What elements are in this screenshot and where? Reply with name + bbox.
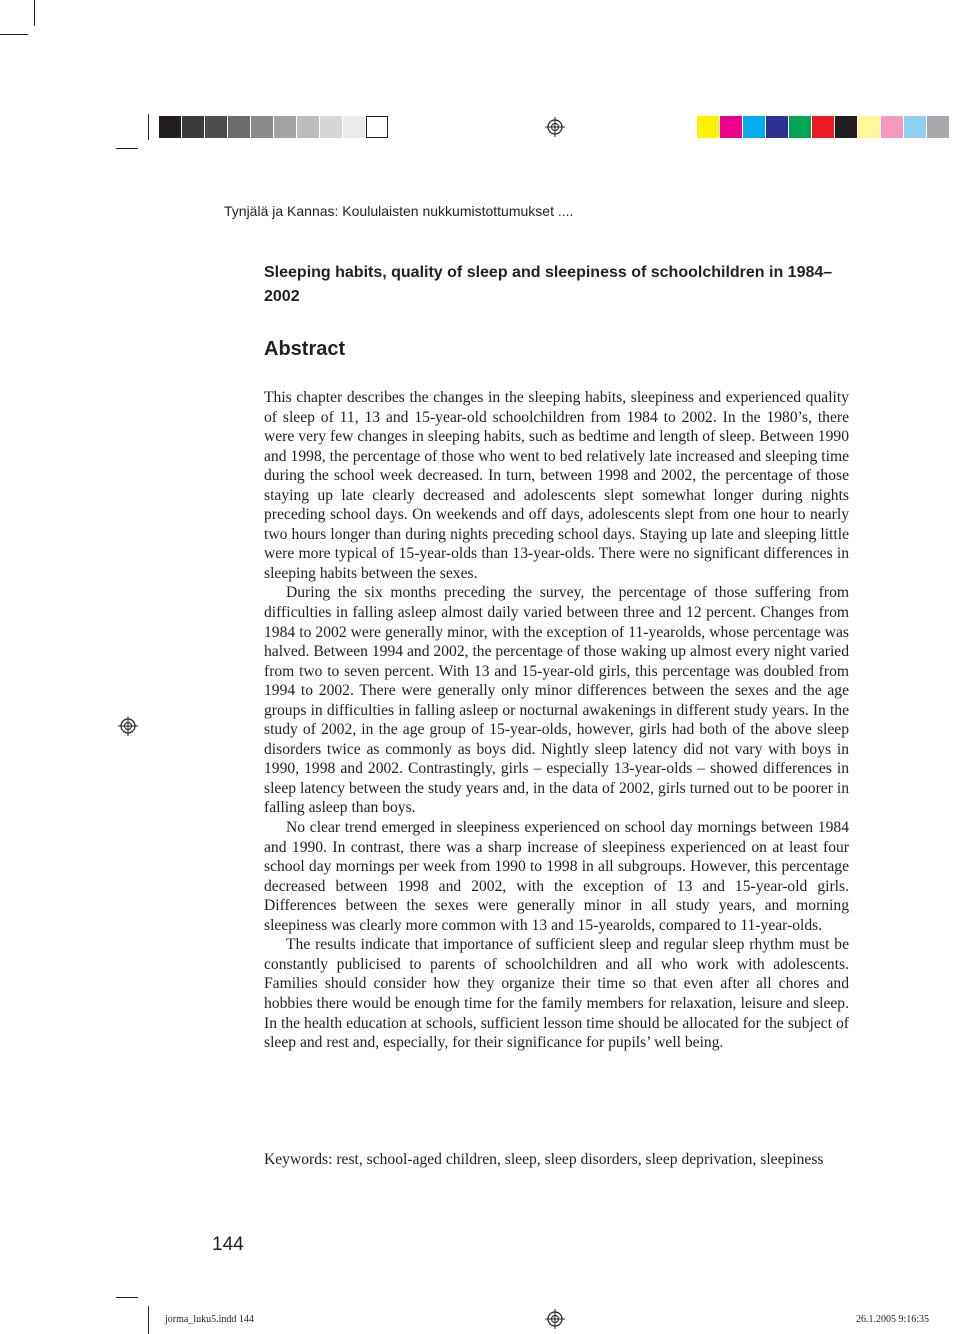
- abstract-heading: Abstract: [264, 338, 346, 360]
- gray-swatch: [251, 116, 273, 138]
- color-swatch: [743, 116, 765, 138]
- crop-mark-bottom-left-vertical: [148, 1306, 149, 1334]
- grayscale-calibration-bar: [159, 116, 389, 138]
- color-swatch: [881, 116, 903, 138]
- color-calibration-bar: [697, 116, 950, 138]
- color-swatch: [789, 116, 811, 138]
- color-swatch: [835, 116, 857, 138]
- color-swatch: [766, 116, 788, 138]
- color-swatch: [904, 116, 926, 138]
- crop-mark-upper-left-vertical: [148, 114, 149, 140]
- color-swatch: [858, 116, 880, 138]
- registration-mark-icon: [118, 716, 138, 736]
- color-swatch: [812, 116, 834, 138]
- slug-timestamp: 26.1.2005 9:16:35: [856, 1314, 930, 1325]
- gray-swatch: [159, 116, 181, 138]
- crop-mark-bottom-left-horizontal: [116, 1297, 138, 1298]
- gray-swatch: [182, 116, 204, 138]
- gray-swatch: [320, 116, 342, 138]
- gray-swatch: [205, 116, 227, 138]
- gray-swatch: [343, 116, 365, 138]
- abstract-body: [264, 388, 849, 1053]
- crop-mark-top-left-horizontal: [0, 34, 28, 35]
- page-number: 144: [212, 1234, 244, 1255]
- gray-swatch: [366, 116, 388, 138]
- gray-swatch: [274, 116, 296, 138]
- abstract-paragraph: This chapter describes the changes in the sleeping habits, sleepiness and experienced quality of sleep of 11, 13 and 15-year-old schoolchildren from 1984 to 2002. In the 1980’s, there were very few changes in sleeping habits, such as bedtime and length of sleep. Between 1990 and 1998, the percentage of those who went to bed relatively late increased and sleeping time during the school week decreased. In turn, between 1998 and 2002, the percentage of those staying up late clearly decreased and adolescents slept somewhat longer during nights preceding school days. On weekends and off days, adolescents slept from one hour to nearly two hours longer than during nights preceding school days. Staying up late and sleeping little were more typical of 15-year-olds than 13-year-olds. There were no significant differences in sleeping habits between the sexes.: [264, 389, 849, 582]
- registration-mark-icon: [545, 1309, 565, 1329]
- crop-mark-top-left-vertical: [34, 0, 35, 26]
- registration-mark-icon: [545, 117, 565, 137]
- abstract-paragraph: The results indicate that importance of sufficient sleep and regular sleep rhythm must be constantly publicised to parents of schoolchildren and all who work with adolescents. Families should consider how they organize their time so that even after all chores and hobbies there would be enough time for the family members for relaxation, leisure and sleep. In the health education at schools, sufficient lesson time should be allocated for the subject of sleep and rest and, especially, for their significance for pupils’ well being.: [264, 936, 849, 1052]
- color-swatch: [697, 116, 719, 138]
- crop-mark-upper-left-horizontal: [116, 148, 138, 149]
- slug-filename: jorma_luku5.indd 144: [165, 1314, 254, 1325]
- gray-swatch: [228, 116, 250, 138]
- running-head: Tynjälä ja Kannas: Koululaisten nukkumistottumukset ....: [224, 203, 574, 219]
- color-swatch: [720, 116, 742, 138]
- abstract-paragraph: During the six months preceding the survey, the percentage of those suffering from difficulties in falling asleep almost daily varied between three and 12 percent. Changes from 1984 to 2002 were generally minor, with the exception of 11-yearolds, whose percentage was halved. Between 1994 and 2002, the percentage of those waking up almost every night varied from two to seven percent. With 13 and 15-year-old girls, this percentage was doubled from 1994 to 2002. There were generally only minor differences between the sexes and the age groups in difficulties in falling asleep or nocturnal awakenings in different study years. In the study of 2002, in the age group of 15-year-olds, however, girls had both of the above sleep disorders twice as commonly as boys did. Nightly sleep latency did not vary with boys in 1990, 1998 and 2002. Contrastingly, girls – especially 13-year-olds – showed differences in sleep latency between the study years and, in the data of 2002, girls turned out to be poorer in falling asleep than boys.: [264, 584, 849, 817]
- chapter-title: Sleeping habits, quality of sleep and sleepiness of schoolchildren in 1984–2002: [264, 264, 833, 305]
- color-swatch: [927, 116, 949, 138]
- gray-swatch: [297, 116, 319, 138]
- keywords: Keywords: rest, school-aged children, sleep, sleep disorders, sleep deprivation, sleepiness: [264, 1151, 824, 1168]
- abstract-paragraph: No clear trend emerged in sleepiness experienced on school day mornings between 1984 and 1990. In contrast, there was a sharp increase of sleepiness experienced on at least four school day mornings per week from 1990 to 1998 in all subgroups. However, this percentage decreased between 1998 and 2002, with the exception of 13 and 15-year-old girls. Differences between the sexes were generally minor in all study years, and morning sleepiness was clearly more common with 13 and 15-yearolds, compared to 11-year-olds.: [264, 819, 849, 934]
